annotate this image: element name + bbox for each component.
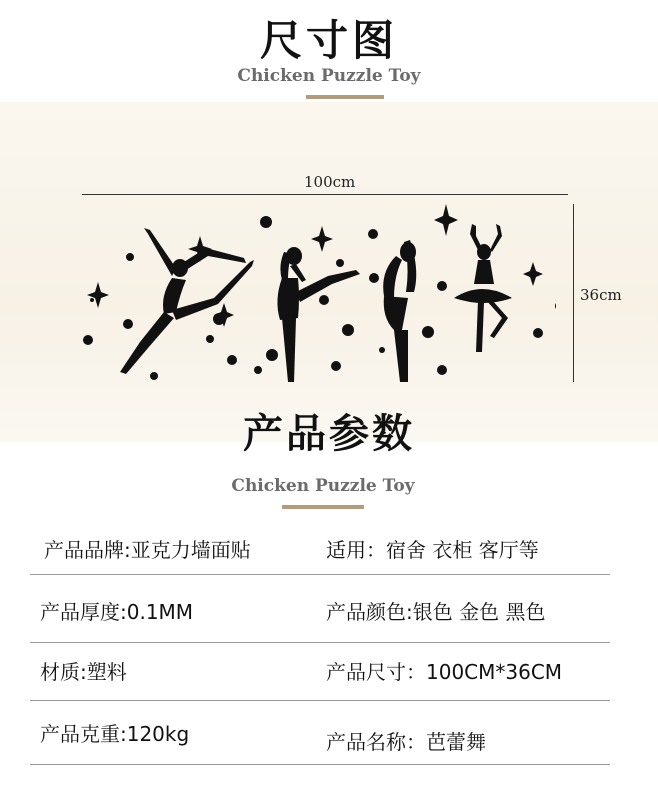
row-divider xyxy=(30,642,610,643)
param-size: 产品尺寸：100CM*36CM xyxy=(326,660,563,684)
params-section-underline xyxy=(282,505,364,509)
param-name: 产品名称：芭蕾舞 xyxy=(326,730,486,754)
dancer-silhouette xyxy=(454,224,512,352)
brand-subtitle: Chicken Puzzle Toy xyxy=(237,66,421,86)
title-underline xyxy=(306,95,384,99)
row-divider xyxy=(30,574,610,575)
height-dimension-line xyxy=(573,204,574,382)
dancer-silhouette xyxy=(120,228,254,374)
param-material: 材质:塑料 xyxy=(40,660,127,684)
params-section-subtitle: Chicken Puzzle Toy xyxy=(231,476,415,496)
param-usage: 适用：宿舍 衣柜 客厅等 xyxy=(326,538,539,562)
dancer-silhouette xyxy=(277,247,360,382)
width-dimension-line xyxy=(82,194,568,195)
param-colors: 产品颜色:银色 金色 黑色 xyxy=(326,600,546,624)
width-label: 100cm xyxy=(304,173,356,191)
page-title: 尺寸图 xyxy=(259,16,398,65)
decorative-sparkles xyxy=(87,204,543,327)
row-divider xyxy=(30,764,610,765)
param-weight: 产品克重:120kg xyxy=(40,722,190,746)
params-section-title: 产品参数 xyxy=(243,411,415,457)
row-divider xyxy=(30,700,610,701)
ballet-dancers-silhouette xyxy=(76,200,556,390)
param-thickness: 产品厚度:0.1MM xyxy=(40,600,194,624)
param-brand: 产品品牌:亚克力墙面贴 xyxy=(44,538,251,562)
height-label: 36cm xyxy=(580,286,622,304)
